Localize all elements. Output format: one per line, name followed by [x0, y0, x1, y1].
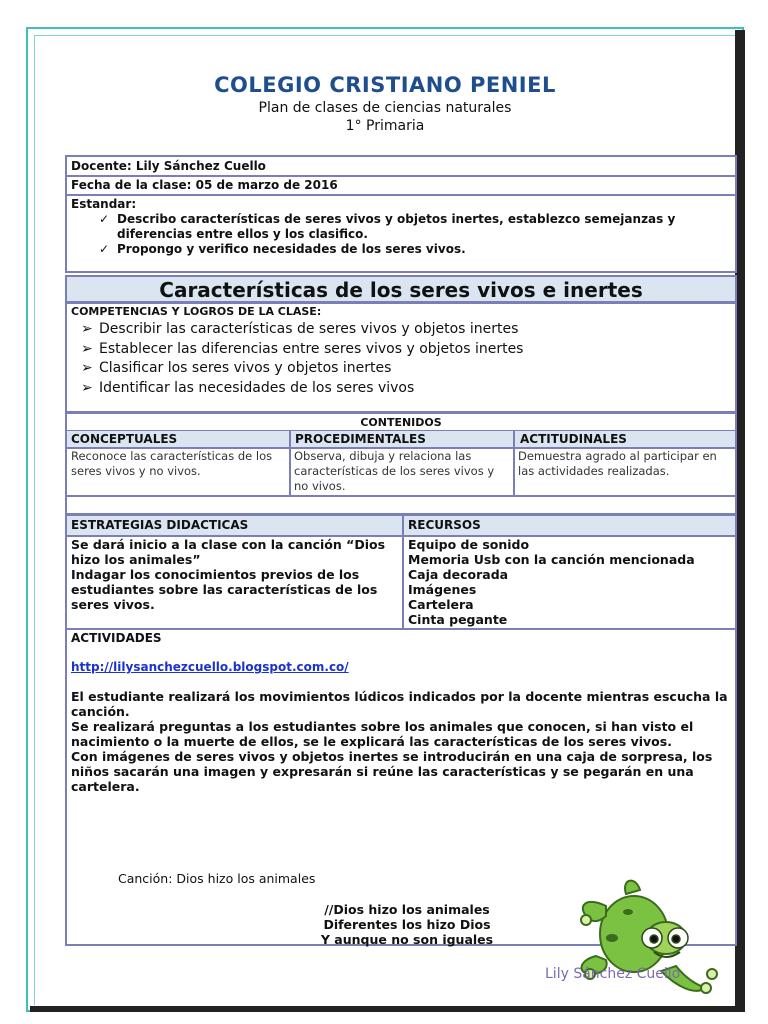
recurso-item: Cartelera	[408, 597, 474, 612]
frog-illustration	[566, 876, 726, 1001]
competencia-item: ➢ Establecer las diferencias entre seres vivos y objetos inertes	[69, 340, 729, 360]
blog-link[interactable]: http://lilysanchezcuello.blogspot.com.co/	[71, 660, 349, 674]
actividades-label: ACTIVIDADES	[71, 631, 162, 645]
recurso-item: Memoria Usb con la canción mencionada	[408, 552, 695, 567]
actividad-paragraph: Con imágenes de seres vivos y objetos inertes se introducirán en una caja de sorpresa, los niños sacarán una imagen y expresarán si reúne las características y se pegarán en una cartelera.	[71, 749, 713, 794]
recurso-item: Equipo de sonido	[408, 537, 530, 552]
estrategias-recursos-table	[65, 514, 737, 630]
check-icon: ✓	[99, 212, 110, 226]
contenidos-table	[65, 412, 737, 515]
competencia-item: ➢ Describir las características de seres vivos y objetos inertes	[69, 320, 729, 340]
school-title: COLEGIO CRISTIANO PENIEL	[214, 73, 556, 97]
actividades-text	[71, 689, 735, 794]
recurso-item: Cinta pegante	[408, 612, 508, 627]
estandar-item: ✓ Propongo y verifico necesidades de los seres vivos.	[99, 242, 466, 256]
arrow-bullet-icon: ➢	[81, 379, 93, 396]
grade-subtitle: 1° Primaria	[345, 118, 425, 134]
fecha-field: Fecha de la clase: 05 de marzo de 2016	[71, 178, 338, 192]
song-line: Y aunque no son iguales	[320, 932, 494, 947]
song-line: //Dios hizo los animales	[324, 902, 490, 917]
info-table	[65, 155, 737, 273]
header-actitudinales: ACTITUDINALES	[520, 432, 627, 446]
recurso-item: Caja decorada	[408, 567, 509, 582]
estandar-section	[71, 197, 731, 257]
plan-subtitle: Plan de clases de ciencias naturales	[258, 100, 512, 116]
competencias-box	[65, 302, 737, 413]
estrategias-label: ESTRATEGIAS DIDACTICAS	[71, 518, 249, 532]
estandar-item: ✓ Describo características de seres vivos y objetos inertes, establezco semejanzas y diferencias entre ellos y los clasifico.	[99, 212, 676, 241]
song-label: Canción: Dios hizo los animales	[118, 871, 316, 886]
arrow-bullet-icon: ➢	[81, 360, 93, 376]
check-icon: ✓	[99, 242, 110, 256]
cell-actitudinales: Demuestra agrado al participar en las actividades realizadas.	[518, 449, 717, 478]
cell-conceptuales: Reconoce las características de los seres vivos y no vivos.	[71, 449, 273, 478]
recursos-list	[408, 537, 733, 627]
actividad-paragraph: Se realizará preguntas a los estudiantes sobre los animales que conocen, si han visto el nacimiento o la muerte de ellos, se le explicará las características de los seres vivos.	[71, 719, 694, 749]
actividad-paragraph: El estudiante realizará los movimientos lúdicos indicados por la docente mientras escucha la canción.	[71, 689, 728, 719]
cell-procedimentales: Observa, dibuja y relaciona las características de los seres vivos y no vivos.	[294, 449, 495, 493]
topic-title: Características de los seres vivos e inertes	[159, 278, 643, 302]
header-conceptuales: CONCEPTUALES	[71, 432, 178, 446]
contenidos-label: CONTENIDOS	[360, 416, 442, 429]
song-line: Diferentes los hizo Dios	[323, 917, 491, 932]
competencia-item: ➢ Identificar las necesidades de los seres vivos	[69, 379, 729, 399]
header-procedimentales: PROCEDIMENTALES	[295, 432, 426, 446]
docente-field: Docente: Lily Sánchez Cuello	[71, 159, 266, 173]
topic-banner	[65, 275, 737, 303]
arrow-bullet-icon: ➢	[81, 340, 93, 357]
estandar-label: Estandar:	[71, 197, 137, 211]
competencias-list	[69, 320, 729, 398]
signature: Lily Sánchez Cuello	[545, 966, 681, 982]
song-lyrics	[287, 902, 527, 947]
estrategias-text: Se dará inicio a la clase con la canción “Dios hizo los animales” Indagar los conocimientos previos de los estudiantes sobre las características de los seres vivos.	[71, 537, 386, 612]
recurso-item: Imágenes	[408, 582, 477, 597]
competencia-item: ➢ Clasificar los seres vivos y objetos inertes	[69, 359, 729, 379]
page-border-shadow-bottom	[30, 1006, 745, 1012]
competencias-label: COMPETENCIAS Y LOGROS DE LA CLASE:	[71, 305, 322, 318]
arrow-bullet-icon: ➢	[81, 321, 93, 337]
recursos-label: RECURSOS	[408, 518, 481, 532]
